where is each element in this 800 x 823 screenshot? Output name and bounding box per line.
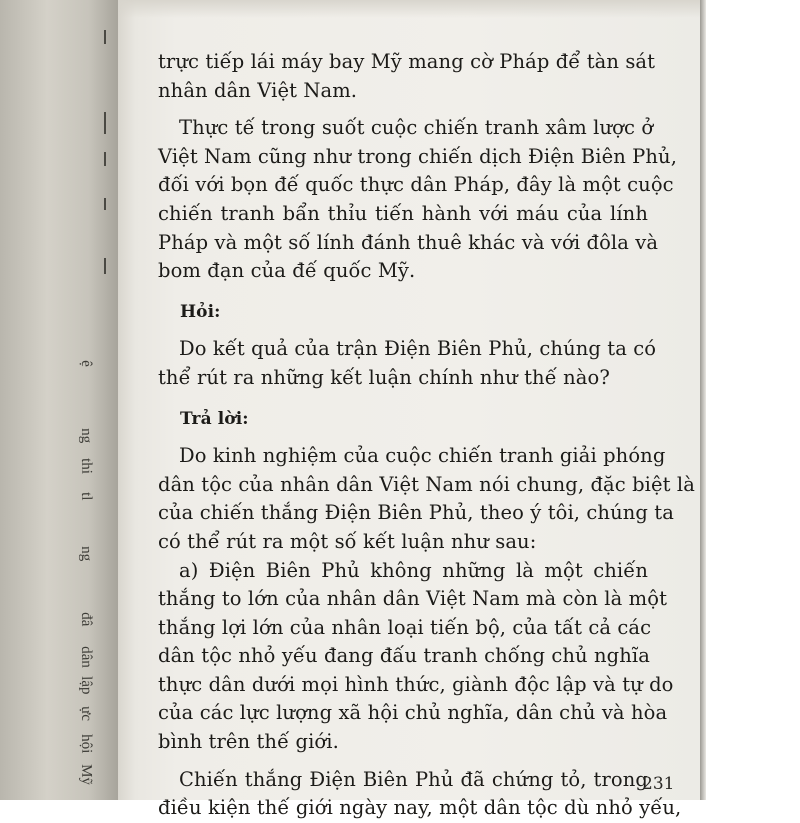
paragraph-continuation xyxy=(158,48,656,105)
margin-fragment: tl xyxy=(78,492,95,501)
text-line: bom đạn của đế quốc Mỹ. xyxy=(158,259,416,283)
page-number: 231 xyxy=(642,774,675,794)
text-line: thắng to lớn của nhân dân Việt Nam mà còn là một xyxy=(158,587,668,611)
text-line: đối với bọn đế quốc thực dân Pháp, đây là một cuộc xyxy=(158,173,674,197)
book-page xyxy=(118,0,700,820)
margin-mark xyxy=(104,30,106,44)
text-line: a) Điện Biên Phủ không những là một chiến xyxy=(179,558,648,582)
text-line: điều kiện thế giới ngày nay, một dân tộc dù nhỏ yếu, xyxy=(158,796,682,820)
margin-mark xyxy=(104,258,106,274)
text-line: Việt Nam cũng như trong chiến dịch Điện Biên Phủ, xyxy=(158,144,678,168)
margin-fragment: ng xyxy=(78,428,95,444)
answer-intro xyxy=(158,442,695,556)
margin-fragment: lập xyxy=(78,676,95,695)
text-line: có thể rút ra một số kết luận như sau: xyxy=(158,529,537,553)
margin-fragment: ệ xyxy=(78,360,95,367)
margin-fragment: hội xyxy=(78,734,95,754)
text-line: bình trên thế giới. xyxy=(158,730,339,754)
margin-fragment: dân xyxy=(78,646,95,668)
page-top-shadow xyxy=(118,0,700,18)
question-label: Hỏi: xyxy=(180,301,221,322)
text-line: của chiến thắng Điện Biên Phủ, theo ý tôi, chúng ta xyxy=(158,501,674,525)
paragraph-reality xyxy=(158,114,678,286)
text-line: nhân dân Việt Nam. xyxy=(158,78,358,102)
margin-fragment: ực xyxy=(78,706,95,722)
background-right xyxy=(700,0,800,800)
margin-mark xyxy=(104,152,106,166)
question-text xyxy=(158,335,657,392)
answer-label: Trả lời: xyxy=(180,408,249,429)
text-line: trực tiếp lái máy bay Mỹ mang cờ Pháp để tàn sát xyxy=(158,50,656,73)
text-line: Chiến thắng Điện Biên Phủ đã chứng tỏ, trong xyxy=(179,767,648,791)
text-line: Do kinh nghiệm của cuộc chiến tranh giải phóng xyxy=(179,444,666,468)
text-line: Do kết quả của trận Điện Biên Phủ, chúng ta có xyxy=(179,337,657,361)
margin-fragment: Mỹ xyxy=(78,764,95,786)
text-line: thực dân dưới mọi hình thức, giành độc lập và tự do xyxy=(158,672,674,696)
adjacent-page-edge xyxy=(0,0,118,800)
text-line: Pháp và một số lính đánh thuê khác và với đôla và xyxy=(158,230,659,254)
adjacent-page-text xyxy=(78,0,118,800)
text-line: chiến tranh bẩn thỉu tiến hành với máu của lính xyxy=(158,201,648,225)
text-line: Thực tế trong suốt cuộc chiến tranh xâm lược ở xyxy=(179,116,654,140)
margin-fragment: đâ xyxy=(78,612,95,627)
margin-fragment: ng xyxy=(78,546,95,562)
text-line: dân tộc của nhân dân Việt Nam nói chung, đặc biệt là xyxy=(158,472,695,496)
text-line: của các lực lượng xã hội chủ nghĩa, dân chủ và hòa xyxy=(158,701,668,725)
text-line: dân tộc nhỏ yếu đang đấu tranh chống chủ nghĩa xyxy=(158,644,650,668)
page-right-edge xyxy=(700,0,706,800)
text-line: thắng lợi lớn của nhân loại tiến bộ, của tất cả các xyxy=(158,615,652,639)
margin-mark xyxy=(104,198,106,210)
text-line: thể rút ra những kết luận chính như thế nào? xyxy=(158,365,610,389)
answer-point-a xyxy=(158,557,674,757)
margin-fragment: thi xyxy=(78,458,95,475)
margin-mark xyxy=(104,112,106,134)
